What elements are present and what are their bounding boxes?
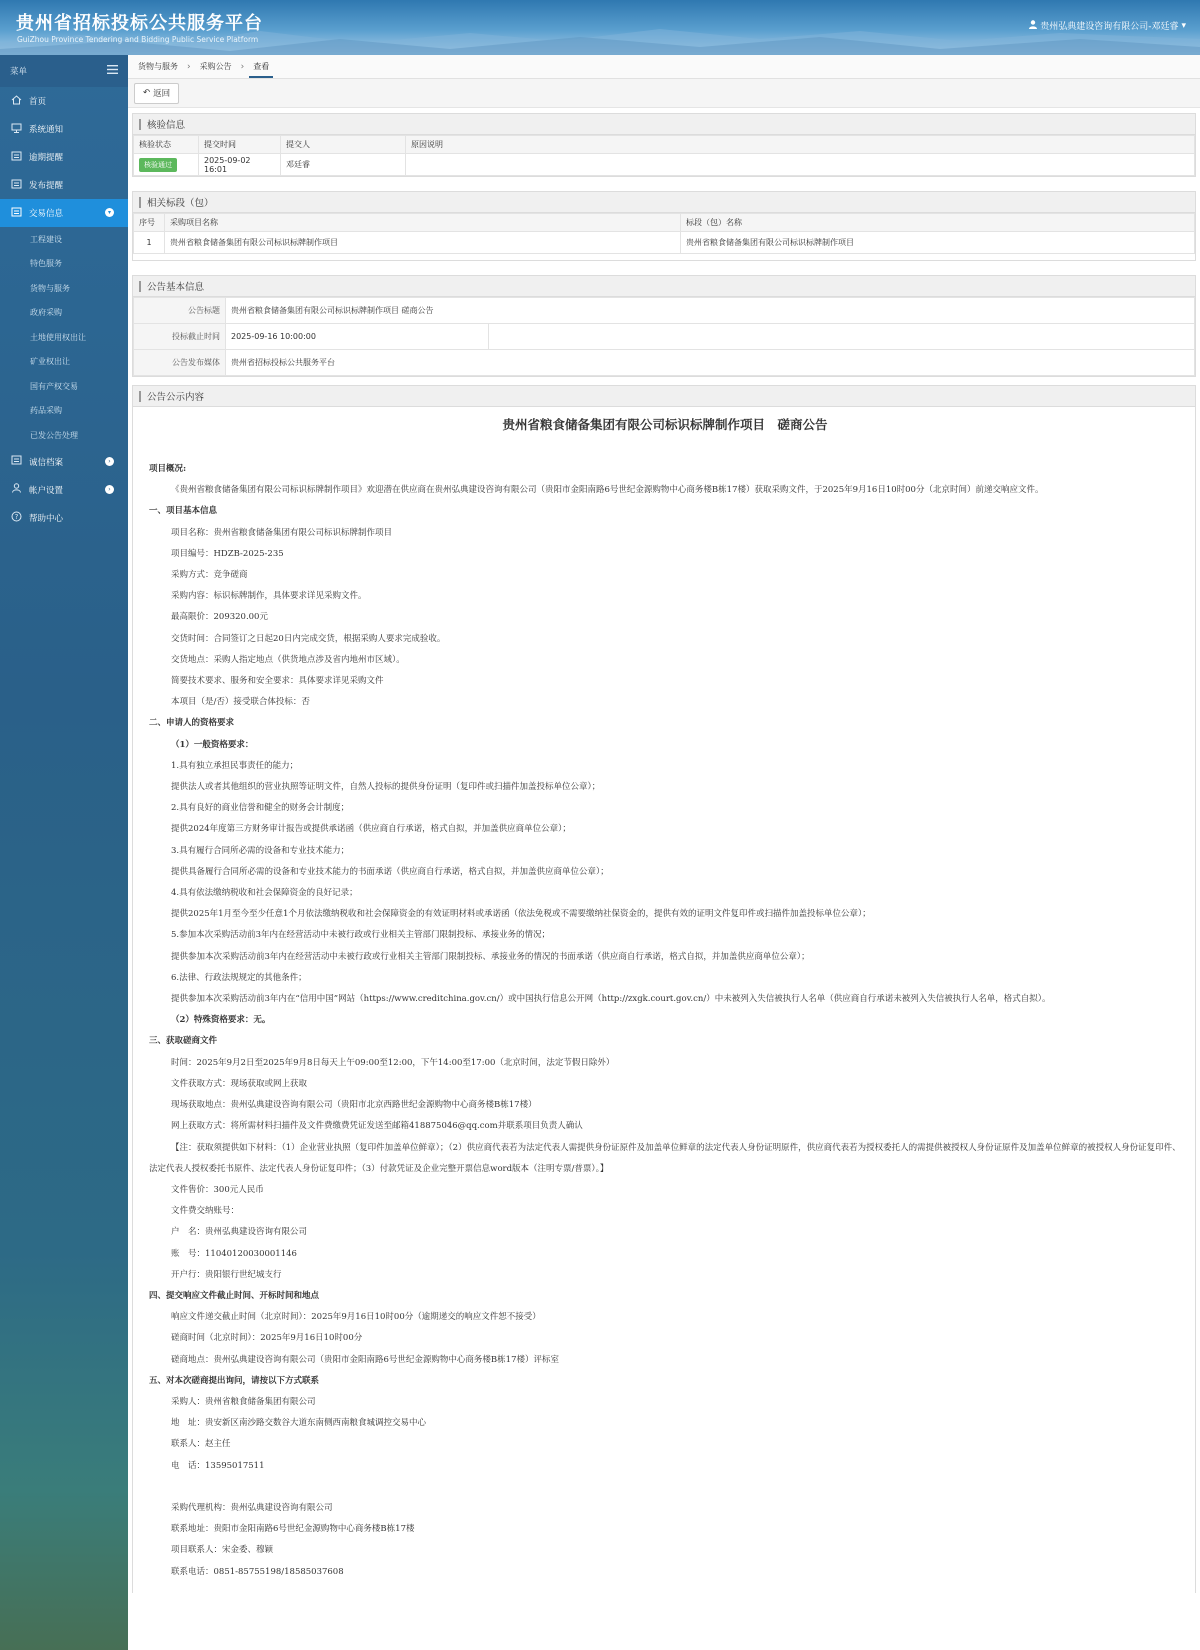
- home-icon: [10, 95, 22, 108]
- document-paragraph: 文件售价：300元人民币: [171, 1184, 264, 1195]
- document-paragraph: 6.法律、行政法规规定的其他条件；: [171, 972, 307, 983]
- document-paragraph: 采购方式：竞争磋商: [171, 570, 248, 581]
- chevron-right-icon: ›: [105, 485, 114, 494]
- document-paragraph: 账 号：11040120030001146: [171, 1248, 297, 1259]
- document-paragraph: 交货时间：合同签订之日起20日内完成交货，根据采购人要求完成验收。: [171, 633, 446, 644]
- sidebar-item-trade-info[interactable]: [0, 199, 128, 227]
- sidebar: [0, 55, 128, 1650]
- document-paragraph: 文件费交纳账号：: [171, 1206, 240, 1217]
- sidebar-sub-item[interactable]: 货物与服务: [30, 283, 70, 293]
- document-paragraph: 本项目（是/否）接受联合体投标：否: [171, 697, 310, 708]
- table-cell: 1: [134, 232, 165, 254]
- field-value: 2025-09-16 10:00:00: [226, 324, 489, 350]
- document-paragraph: 户 名：贵州弘典建设咨询有限公司: [171, 1227, 308, 1238]
- document-paragraph: （1）一般资格要求：: [171, 739, 254, 750]
- sidebar-header: [0, 55, 128, 87]
- document-paragraph: （2）特殊资格要求：无。: [171, 1015, 271, 1026]
- document-paragraph: 磋商地点：贵州弘典建设咨询有限公司（贵阳市金阳南路6号世纪金源购物中心商务楼B栋17楼）评标室: [171, 1354, 559, 1365]
- document-paragraph: 【注：获取须提供如下材料：（1）企业营业执照（复印件加盖单位鲜章）；（2）供应商代表若为法定代表人需提供身份证原件及加盖单位鲜章的法定代表人身份证明原件，供应商代表若为授权委托人的需提供被授权人身份证原件及加盖单位鲜章的被授权人身份证复印件、法定代表人授权委托书原件、法定代表人身份证复印件；（3）付款凭证及企业完整开票信息word版本（注明专票/普票）。】: [149, 1142, 1181, 1174]
- document-paragraph: 简要技术要求、服务和安全要求：具体要求详见采购文件: [171, 676, 384, 687]
- document-paragraph: 一、项目基本信息: [149, 506, 218, 517]
- field-value: 贵州省招标投标公共服务平台: [226, 350, 1195, 376]
- document-paragraph: 项目编号：HDZB-2025-235: [171, 548, 284, 559]
- document-paragraph: 响应文件递交截止时间（北京时间）：2025年9月16日10时00分（逾期递交的响应文件恕不接受）: [171, 1312, 541, 1323]
- table-header: 核验状态: [134, 136, 199, 154]
- chevron-right-icon: ›: [187, 62, 191, 72]
- sidebar-sub-item[interactable]: 药品采购: [30, 406, 62, 416]
- sidebar-sub-item[interactable]: 矿业权出让: [30, 357, 70, 367]
- sidebar-item-label: 逾期提醒: [29, 153, 64, 163]
- document-paragraph: 4.具有依法缴纳税收和社会保障资金的良好记录；: [171, 888, 358, 899]
- monitor-icon: [10, 123, 22, 136]
- panel-title: 相关标段（包）: [133, 192, 1195, 213]
- main-content: [128, 55, 1200, 1650]
- table-cell: [406, 154, 1195, 176]
- table-cell: 贵州省粮食储备集团有限公司标识标牌制作项目: [165, 232, 681, 254]
- document-paragraph: 开户行：贵阳银行世纪城支行: [171, 1269, 282, 1280]
- sidebar-item-credit-archive[interactable]: [0, 448, 128, 476]
- sidebar-item-label: 交易信息: [29, 209, 64, 219]
- field-label: 投标截止时间: [134, 324, 226, 350]
- caret-down-icon: ▾: [1181, 20, 1186, 31]
- menu-label: 菜单: [10, 67, 28, 77]
- document-paragraph: 提供参加本次采购活动前3年内在“信用中国”网站（https://www.creditchina.gov.cn/）或中国执行信息公开网（http://zxgk.court.gov.cn/）中未被列入失信被执行人名单（供应商自行承诺未被列入失信被执行人名单，格式自拟）。: [171, 994, 1051, 1005]
- document-paragraph: 项目联系人：宋金委、穆颖: [171, 1545, 274, 1556]
- document-paragraph: 5.参加本次采购活动前3年内在经营活动中未被行政或行业相关主管部门限制投标、承接业务的情况；: [171, 930, 551, 941]
- sidebar-item-overdue[interactable]: [0, 143, 128, 171]
- table-cell: 2025-09-02 16:01: [199, 154, 281, 176]
- document-paragraph: [149, 1477, 1181, 1498]
- back-button-label: 返回: [153, 89, 171, 99]
- verify-panel: [132, 113, 1196, 177]
- document-paragraph: 联系人：赵主任: [171, 1439, 231, 1450]
- panel-title: 核验信息: [133, 114, 1195, 135]
- document-paragraph: 联系电话：0851-85755198/18585037608: [171, 1566, 344, 1577]
- table-header: 序号: [134, 214, 165, 232]
- table-cell: 邓廷睿: [281, 154, 406, 176]
- sidebar-sub-item[interactable]: 土地使用权出让: [30, 332, 86, 342]
- table-header: 提交时间: [199, 136, 281, 154]
- document-paragraph: 提供2024年度第三方财务审计报告或提供承诺函（供应商自行承诺，格式自拟，并加盖供应商单位公章）；: [171, 824, 571, 835]
- document-paragraph: 二、申请人的资格要求: [149, 718, 235, 729]
- document-paragraph: 项目概况:: [149, 464, 187, 474]
- field-value-empty: [489, 324, 1195, 350]
- table-row: [134, 154, 1195, 176]
- toolbar: [128, 79, 1200, 108]
- document-paragraph: 交货地点：采购人指定地点（供货地点涉及省内地州市区域）。: [171, 654, 405, 665]
- sidebar-item-publish-reminder[interactable]: [0, 171, 128, 199]
- list-icon: [10, 151, 22, 164]
- sections-table: [133, 213, 1195, 254]
- document-paragraph: 《贵州省粮食储备集团有限公司标识标牌制作项目》欢迎潜在供应商在贵州弘典建设咨询有限公司（贵阳市金阳南路6号世纪金源购物中心商务楼B栋17楼）获取采购文件，于2025年9月16日10时00分（北京时间）前递交响应文件。: [171, 485, 1044, 496]
- document-paragraph: 联系地址：贵阳市金阳南路6号世纪金源购物中心商务楼B栋17楼: [171, 1524, 415, 1535]
- document-paragraph: 采购内容：标识标牌制作，具体要求详见采购文件。: [171, 591, 367, 602]
- document-paragraph: 时间：2025年9月2日至2025年9月8日每天上午09:00至12:00，下午14:00至17:00（北京时间，法定节假日除外）: [171, 1057, 615, 1068]
- chevron-right-icon: ›: [105, 457, 114, 466]
- sidebar-item-label: 发布提醒: [29, 181, 64, 191]
- table-cell: 贵州省粮食储备集团有限公司标识标牌制作项目: [681, 232, 1195, 254]
- sidebar-sub-item[interactable]: 工程建设: [30, 234, 62, 244]
- table-header: 标段（包）名称: [681, 214, 1195, 232]
- chevron-down-icon: ▾: [105, 208, 114, 217]
- document-paragraph: 3.具有履行合同所必需的设备和专业技术能力；: [171, 845, 350, 856]
- document-paragraph: 网上获取方式：将所需材料扫描件及文件费缴费凭证发送至邮箱418875046@qq.com并联系项目负责人确认: [171, 1121, 583, 1132]
- document-paragraph: 地 址：贵安新区南沙路交数谷大道东南侧西南粮食城调控交易中心: [171, 1418, 427, 1429]
- back-button[interactable]: [134, 83, 179, 104]
- sidebar-sub-item[interactable]: 国有产权交易: [30, 381, 78, 391]
- table-header: 提交人: [281, 136, 406, 154]
- document-title: 贵州省粮食储备集团有限公司标识标牌制作项目 磋商公告: [502, 417, 828, 432]
- document-paragraph: 四、提交响应文件截止时间、开标时间和地点: [149, 1290, 320, 1301]
- field-label: 公告发布媒体: [134, 350, 226, 376]
- document-paragraph: 文件获取方式：现场获取或网上获取: [171, 1078, 308, 1089]
- sidebar-item-help[interactable]: [0, 504, 128, 532]
- document-paragraph: 五、对本次磋商提出询问，请按以下方式联系: [149, 1375, 320, 1386]
- platform-title: 贵州省招标投标公共服务平台: [16, 13, 263, 34]
- document-body: [149, 459, 1181, 1583]
- list-icon: [10, 179, 22, 192]
- document-paragraph: 采购代理机构：贵州弘典建设咨询有限公司: [171, 1502, 333, 1513]
- user-icon: [1029, 20, 1037, 32]
- document-paragraph: 电 话：13595017511: [171, 1460, 265, 1471]
- breadcrumb-item-current[interactable]: 查看: [249, 56, 273, 78]
- sidebar-item-home[interactable]: [0, 87, 128, 115]
- sidebar-sub-item[interactable]: 政府采购: [30, 308, 62, 318]
- svg-text:?: ?: [14, 512, 18, 521]
- hamburger-icon[interactable]: [107, 65, 118, 77]
- content-panel: [132, 385, 1196, 1593]
- list-icon: [10, 455, 22, 468]
- status-badge: 核验通过: [139, 158, 177, 172]
- document-paragraph: 提供参加本次采购活动前3年内在经营活动中未被行政或行业相关主管部门限制投标、承接业务的情况的书面承诺（供应商自行承诺，格式自拟，并加盖供应商单位公章）；: [171, 951, 810, 962]
- platform-subtitle: GuiZhou Province Tendering and Bidding Public Service Platform: [17, 35, 259, 44]
- document-paragraph: 1.具有独立承担民事责任的能力；: [171, 760, 299, 771]
- document-paragraph: 采购人：贵州省粮食储备集团有限公司: [171, 1396, 316, 1407]
- panel-title: 公告基本信息: [133, 276, 1195, 297]
- sidebar-item-notifications[interactable]: [0, 115, 128, 143]
- field-label: 公告标题: [134, 298, 226, 324]
- document-paragraph: 磋商时间（北京时间）：2025年9月16日10时00分: [171, 1333, 363, 1344]
- user-icon: [10, 483, 22, 496]
- sidebar-item-label: 诚信档案: [29, 457, 64, 468]
- sidebar-sub-item[interactable]: 特色服务: [30, 259, 62, 269]
- document-paragraph: 最高限价：209320.00元: [171, 612, 268, 623]
- sidebar-item-label: 帮助中心: [29, 513, 64, 524]
- document-paragraph: 2.具有良好的商业信誉和健全的财务会计制度；: [171, 803, 350, 814]
- user-name: 贵州弘典建设咨询有限公司-邓廷睿: [1040, 22, 1179, 32]
- document-paragraph: 提供具备履行合同所必需的设备和专业技术能力的书面承诺（供应商自行承诺，格式自拟，并加盖供应商单位公章）；: [171, 866, 609, 877]
- document-paragraph: 现场获取地点：贵州弘典建设咨询有限公司（贵阳市北京西路世纪金源购物中心商务楼B栋17楼）: [171, 1100, 537, 1111]
- field-value: 贵州省粮食储备集团有限公司标识标牌制作项目 磋商公告: [226, 298, 1195, 324]
- list-icon: [10, 207, 22, 220]
- document-paragraph: 三、获取磋商文件: [149, 1036, 218, 1047]
- document-paragraph: 提供2025年1月至今至少任意1个月依法缴纳税收和社会保障资金的有效证明材料或承诺函（依法免税或不需要缴纳社保资金的，提供有效的证明文件复印件或扫描件加盖投标单位公章）；: [171, 909, 871, 920]
- document-paragraph: 项目名称：贵州省粮食储备集团有限公司标识标牌制作项目: [171, 527, 393, 538]
- user-menu[interactable]: [1029, 19, 1186, 32]
- panel-title: 公告公示内容: [133, 386, 1195, 407]
- header: [0, 0, 1200, 55]
- help-icon: [10, 511, 22, 525]
- sidebar-item-label: 首页: [29, 97, 47, 107]
- table-header: 采购项目名称: [165, 214, 681, 232]
- document-paragraph: 提供法人或者其他组织的营业执照等证明文件，自然人投标的提供身份证明（复印件或扫描件加盖投标单位公章）；: [171, 782, 601, 793]
- table-header: 原因说明: [406, 136, 1195, 154]
- sidebar-item-account-settings[interactable]: [0, 476, 128, 504]
- verify-table: [133, 135, 1195, 176]
- back-arrow-icon: ↶: [143, 88, 151, 98]
- breadcrumb-item[interactable]: 采购公告: [199, 61, 232, 71]
- breadcrumb: [128, 55, 1200, 79]
- sections-panel: [132, 191, 1196, 261]
- sidebar-sub-item[interactable]: 已发公告处理: [30, 430, 78, 440]
- table-row: [134, 232, 1195, 254]
- breadcrumb-item[interactable]: 货物与服务: [138, 61, 178, 71]
- chevron-right-icon: ›: [240, 62, 245, 72]
- basic-info-table: [133, 297, 1195, 376]
- basic-info-panel: [132, 275, 1196, 377]
- sidebar-item-label: 系统通知: [29, 125, 64, 135]
- sidebar-item-label: 帐户设置: [29, 485, 64, 496]
